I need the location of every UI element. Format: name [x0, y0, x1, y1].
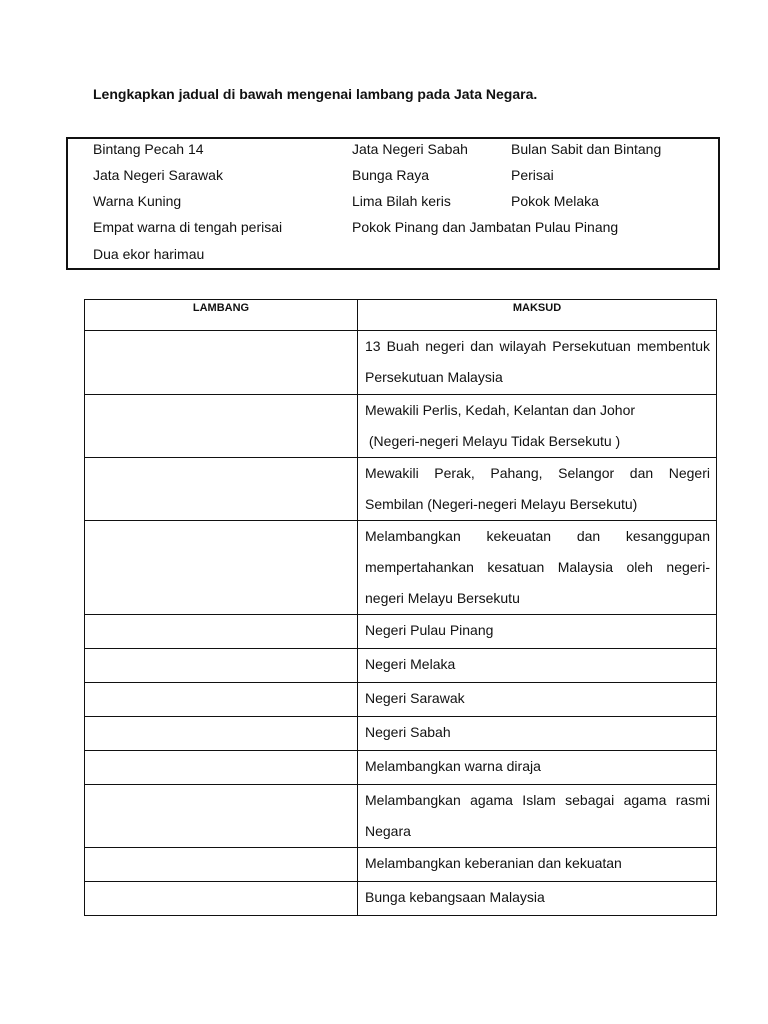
- word-bank-item: Perisai: [511, 167, 554, 183]
- maksud-line: Mewakili Perak, Pahang, Selangor dan Negeri: [365, 465, 710, 481]
- maksud-line: mempertahankan kesatuan Malaysia oleh negeri-: [365, 559, 710, 575]
- maksud-line: Bunga kebangsaan Malaysia: [365, 889, 545, 905]
- maksud-line: Melambangkan agama Islam sebagai agama rasmi: [365, 792, 710, 808]
- maksud-cell: [358, 785, 717, 848]
- word-bank-item: Bulan Sabit dan Bintang: [511, 141, 662, 157]
- word-bank-item: Bunga Raya: [352, 167, 430, 183]
- lambang-answer-cell[interactable]: [85, 785, 358, 848]
- word-bank-item: Dua ekor harimau: [93, 246, 205, 262]
- maksud-line: Negeri Sarawak: [365, 690, 465, 706]
- table-row: [85, 785, 717, 848]
- maksud-cell: [358, 521, 717, 615]
- maksud-cell: [358, 649, 717, 683]
- table-row: [85, 848, 717, 882]
- header-maksud: MAKSUD: [358, 300, 717, 331]
- table-row: [85, 458, 717, 521]
- lambang-answer-cell[interactable]: [85, 882, 358, 916]
- maksud-line: Negeri Pulau Pinang: [365, 622, 494, 638]
- table-row: [85, 521, 717, 615]
- table-row: [85, 395, 717, 458]
- maksud-cell: [358, 683, 717, 717]
- lambang-answer-cell[interactable]: [85, 521, 358, 615]
- table-row: [85, 751, 717, 785]
- maksud-cell: [358, 395, 717, 458]
- maksud-cell: [358, 848, 717, 882]
- table-row: [85, 649, 717, 683]
- maksud-line: 13 Buah negeri dan wilayah Persekutuan membentuk: [365, 338, 710, 354]
- lambang-answer-cell[interactable]: [85, 395, 358, 458]
- maksud-line: Mewakili Perlis, Kedah, Kelantan dan Johor: [365, 402, 636, 418]
- lambang-answer-cell[interactable]: [85, 331, 358, 395]
- maksud-cell: [358, 615, 717, 649]
- word-bank-item: Lima Bilah keris: [352, 193, 451, 209]
- word-bank-item: Empat warna di tengah perisai: [93, 219, 283, 235]
- lambang-answer-cell[interactable]: [85, 717, 358, 751]
- maksud-line: Negeri Sabah: [365, 724, 451, 740]
- word-bank-item: Pokok Melaka: [511, 193, 599, 209]
- table-row: [85, 717, 717, 751]
- maksud-cell: [358, 882, 717, 916]
- table-row: [85, 683, 717, 717]
- maksud-line: negeri Melayu Bersekutu: [365, 590, 520, 606]
- maksud-line: Melambangkan keberanian dan kekuatan: [365, 855, 622, 871]
- header-lambang: LAMBANG: [85, 300, 358, 331]
- word-bank-item: Pokok Pinang dan Jambatan Pulau Pinang: [352, 219, 619, 235]
- table-row: [85, 331, 717, 395]
- lambang-answer-cell[interactable]: [85, 458, 358, 521]
- maksud-line: Melambangkan warna diraja: [365, 758, 541, 774]
- lambang-answer-cell[interactable]: [85, 751, 358, 785]
- lambang-answer-cell[interactable]: [85, 615, 358, 649]
- maksud-line: Melambangkan kekeuatan dan kesanggupan: [365, 528, 710, 544]
- word-bank-box: [66, 137, 720, 270]
- maksud-line: (Negeri-negeri Melayu Tidak Bersekutu ): [365, 433, 621, 449]
- word-bank-item: Jata Negeri Sarawak: [93, 167, 223, 183]
- word-bank-item: Warna Kuning: [93, 193, 182, 209]
- maksud-cell: [358, 717, 717, 751]
- lambang-answer-cell[interactable]: [85, 683, 358, 717]
- instruction-text: Lengkapkan jadual di bawah mengenai lambang pada Jata Negara.: [93, 86, 538, 102]
- maksud-line: Persekutuan Malaysia: [365, 369, 503, 385]
- maksud-line: Negara: [365, 823, 411, 839]
- lambang-maksud-table: [84, 299, 717, 916]
- maksud-line: Negeri Melaka: [365, 656, 456, 672]
- word-bank-item: Jata Negeri Sabah: [352, 141, 468, 157]
- maksud-cell: [358, 458, 717, 521]
- maksud-line: Sembilan (Negeri-negeri Melayu Bersekutu): [365, 496, 638, 512]
- maksud-cell: [358, 331, 717, 395]
- table-row: [85, 882, 717, 916]
- lambang-answer-cell[interactable]: [85, 649, 358, 683]
- lambang-answer-cell[interactable]: [85, 848, 358, 882]
- table-row: [85, 615, 717, 649]
- word-bank-item: Bintang Pecah 14: [93, 141, 204, 157]
- maksud-cell: [358, 751, 717, 785]
